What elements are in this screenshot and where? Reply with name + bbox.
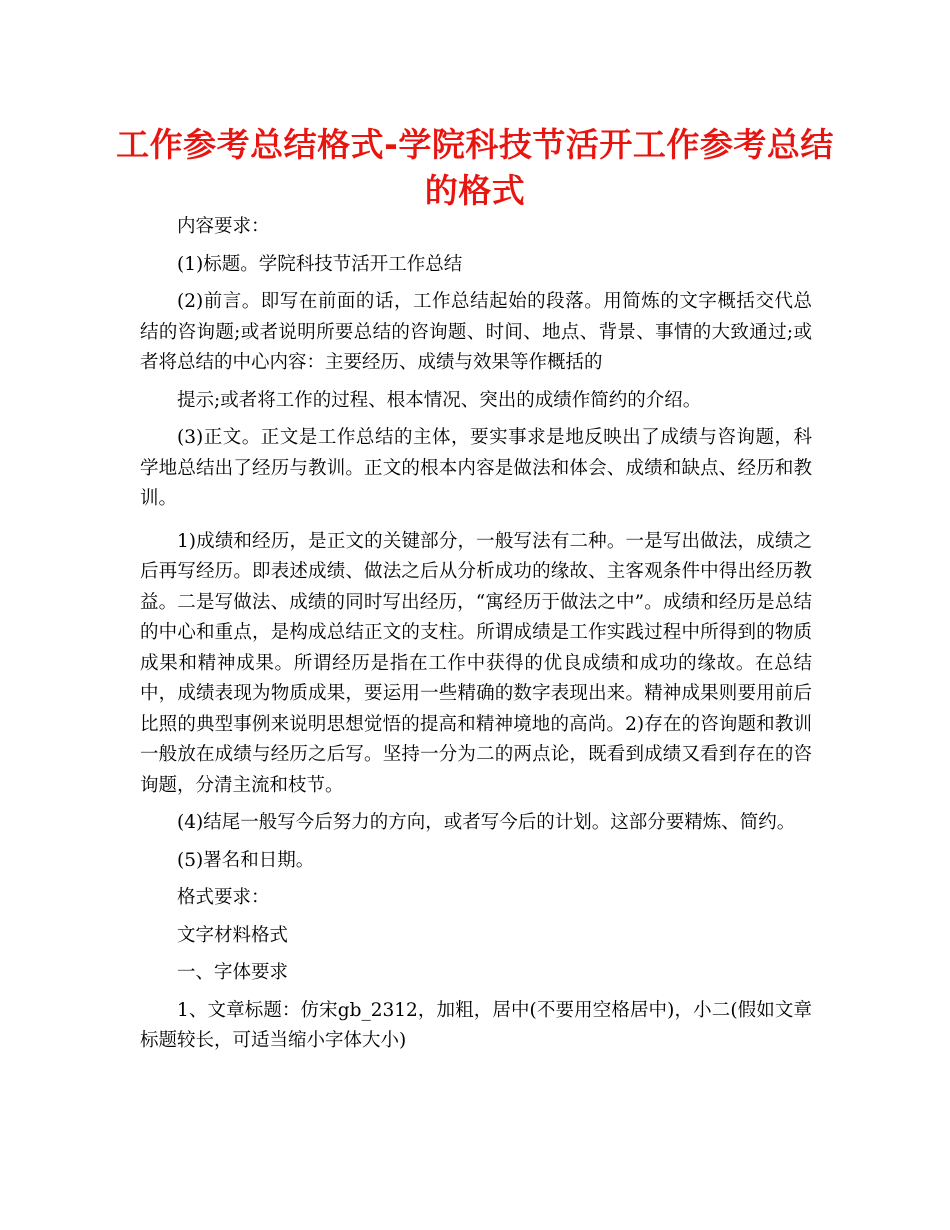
paragraph-item-ending: (4)结尾一般写今后努力的方向，或者写今后的计划。这部分要精炼、简约。 (177, 812, 796, 833)
paragraph-format-requirements: 格式要求： (177, 887, 270, 908)
paragraph-achievements-experience: 1)成绩和经历，是正文的关键部分，一般写法有二种。一是写出做法，成绩之后再写经历。即表述成绩、做法之后从分析成功的缘故、主客观条件中得出经历教益。二是写做法、成绩的同时写出经历，“寓经历于做法之中”。成绩和经历是总结的中心和重点，是构成总结正文的支柱。所谓成绩是工作实践过程中所得到的物质成果和精神成果。所谓经历是指在工作中获得的优良成绩和成功的缘故。在总结中，成绩表现为物质成果，要运用一些精确的数字表现出来。精神成果则要用前后比照的典型事例来说明思想觉悟的提高和精神境地的高尚。2)存在的咨询题和教训一般放在成绩与经历之后写。坚持一分为二的两点论，既看到成绩又看到存在的咨询题，分清主流和枝节。 (140, 530, 812, 796)
document-title: 工作参考总结格式-学院科技节活开工作参考总结的格式 (116, 125, 834, 210)
paragraph-text-material-format: 文字材料格式 (177, 924, 289, 946)
paragraph-preface-hint: 提示;或者将工作的过程、根本情况、突出的成绩作简约的介绍。 (177, 389, 702, 411)
paragraph-item-preface: (2)前言。即写在前面的话，工作总结起始的段落。用简炼的文字概括交代总结的咨询题;或者说明所要总结的咨询题、时间、地点、背景、事情的大致通过;或者将总结的中心内容：主要经历、成绩与效果等作概括的 (140, 291, 812, 373)
paragraph-item-title: (1)标题。学院科技节活开工作总结 (177, 253, 463, 275)
paragraph-article-title-rule: 1、文章标题：仿宋gb_2312，加粗，居中(不要用空格居中)，小二(假如文章标题较长，可适当缩小字体大小) (140, 999, 812, 1051)
paragraph-content-requirements: 内容要求： (177, 216, 270, 237)
paragraph-item-signature: (5)署名和日期。 (177, 849, 315, 871)
document-body (140, 212, 812, 1057)
paragraph-font-requirements: 一、字体要求 (177, 962, 289, 983)
paragraph-item-main-text: (3)正文。正文是工作总结的主体，要实事求是地反映出了成绩与咨询题，科学地总结出了经历与教训。正文的根本内容是做法和体会、成绩和缺点、经历和教训。 (140, 427, 812, 509)
